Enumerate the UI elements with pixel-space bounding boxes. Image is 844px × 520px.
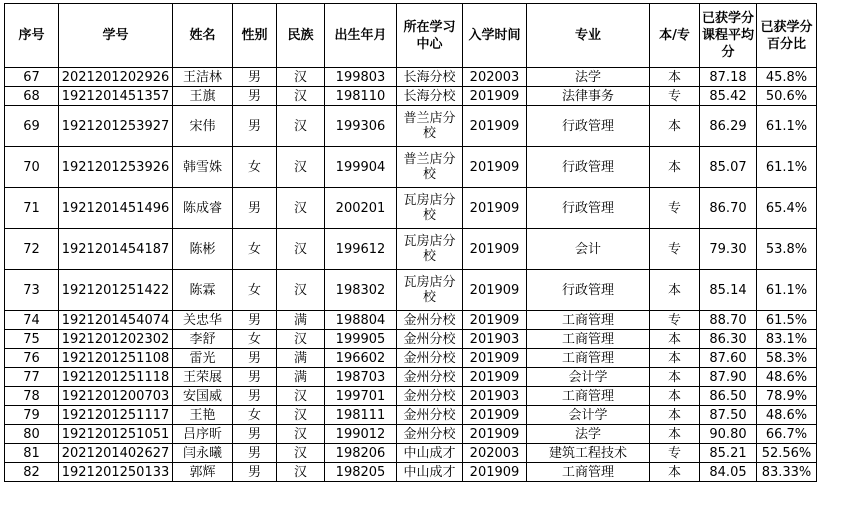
cell-gender: 男: [233, 425, 277, 444]
cell-credit-pct: 61.1%: [757, 147, 817, 188]
cell-gender: 男: [233, 463, 277, 482]
cell-center: 金州分校: [397, 406, 463, 425]
cell-index: 77: [5, 368, 59, 387]
cell-enroll-date: 201909: [463, 311, 527, 330]
cell-level: 本: [650, 270, 700, 311]
cell-center: 金州分校: [397, 368, 463, 387]
cell-major: 工商管理: [527, 387, 650, 406]
header-gender: 性别: [233, 4, 277, 68]
cell-enroll-date: 201909: [463, 270, 527, 311]
cell-level: 专: [650, 188, 700, 229]
cell-center: 金州分校: [397, 349, 463, 368]
cell-enroll-date: 202003: [463, 444, 527, 463]
cell-ethnicity: 汉: [277, 387, 325, 406]
cell-student-id: 1921201253926: [59, 147, 173, 188]
cell-enroll-date: 201909: [463, 147, 527, 188]
cell-center: 普兰店分校: [397, 147, 463, 188]
cell-avg-score: 87.90: [700, 368, 757, 387]
header-center: 所在学习中心: [397, 4, 463, 68]
cell-level: 本: [650, 106, 700, 147]
cell-avg-score: 86.50: [700, 387, 757, 406]
cell-center: 金州分校: [397, 330, 463, 349]
cell-birth: 199905: [325, 330, 397, 349]
cell-credit-pct: 78.9%: [757, 387, 817, 406]
cell-enroll-date: 201909: [463, 425, 527, 444]
cell-credit-pct: 66.7%: [757, 425, 817, 444]
cell-gender: 女: [233, 147, 277, 188]
cell-birth: 198302: [325, 270, 397, 311]
cell-student-id: 1921201251108: [59, 349, 173, 368]
cell-level: 专: [650, 229, 700, 270]
cell-student-id: 1921201454187: [59, 229, 173, 270]
cell-major: 工商管理: [527, 311, 650, 330]
header-index: 序号: [5, 4, 59, 68]
cell-avg-score: 88.70: [700, 311, 757, 330]
cell-student-id: 1921201202302: [59, 330, 173, 349]
cell-gender: 女: [233, 229, 277, 270]
cell-enroll-date: 201909: [463, 463, 527, 482]
cell-credit-pct: 58.3%: [757, 349, 817, 368]
table-row: [5, 68, 817, 87]
cell-ethnicity: 满: [277, 349, 325, 368]
cell-center: 中山成才: [397, 463, 463, 482]
cell-ethnicity: 汉: [277, 147, 325, 188]
cell-center: 瓦房店分校: [397, 188, 463, 229]
cell-name: 王荣展: [173, 368, 233, 387]
cell-ethnicity: 满: [277, 368, 325, 387]
cell-birth: 198205: [325, 463, 397, 482]
cell-name: 王旗: [173, 87, 233, 106]
header-level: 本/专: [650, 4, 700, 68]
cell-student-id: 1921201253927: [59, 106, 173, 147]
cell-enroll-date: 201909: [463, 368, 527, 387]
table-row: [5, 311, 817, 330]
header-credit-pct: 已获学分百分比: [757, 4, 817, 68]
cell-enroll-date: 201909: [463, 229, 527, 270]
header-major: 专业: [527, 4, 650, 68]
cell-level: 本: [650, 349, 700, 368]
cell-ethnicity: 汉: [277, 87, 325, 106]
cell-gender: 女: [233, 330, 277, 349]
cell-avg-score: 84.05: [700, 463, 757, 482]
cell-avg-score: 85.14: [700, 270, 757, 311]
cell-birth: 198206: [325, 444, 397, 463]
cell-gender: 男: [233, 311, 277, 330]
cell-major: 会计: [527, 229, 650, 270]
cell-name: 陈成睿: [173, 188, 233, 229]
cell-level: 本: [650, 368, 700, 387]
cell-major: 法学: [527, 68, 650, 87]
cell-birth: 198804: [325, 311, 397, 330]
student-table-container: [4, 3, 817, 482]
cell-student-id: 1921201200703: [59, 387, 173, 406]
cell-index: 81: [5, 444, 59, 463]
cell-center: 普兰店分校: [397, 106, 463, 147]
cell-major: 行政管理: [527, 270, 650, 311]
cell-center: 瓦房店分校: [397, 229, 463, 270]
cell-major: 会计学: [527, 368, 650, 387]
cell-gender: 男: [233, 188, 277, 229]
cell-index: 67: [5, 68, 59, 87]
cell-avg-score: 87.60: [700, 349, 757, 368]
cell-avg-score: 85.07: [700, 147, 757, 188]
cell-birth: 196602: [325, 349, 397, 368]
cell-index: 71: [5, 188, 59, 229]
cell-enroll-date: 201903: [463, 387, 527, 406]
header-row: [5, 4, 817, 68]
cell-avg-score: 86.30: [700, 330, 757, 349]
cell-birth: 199701: [325, 387, 397, 406]
cell-student-id: 1921201251117: [59, 406, 173, 425]
cell-gender: 男: [233, 368, 277, 387]
cell-name: 王洁林: [173, 68, 233, 87]
cell-index: 69: [5, 106, 59, 147]
cell-student-id: 1921201451357: [59, 87, 173, 106]
cell-ethnicity: 汉: [277, 188, 325, 229]
cell-birth: 199904: [325, 147, 397, 188]
cell-name: 雷光: [173, 349, 233, 368]
cell-level: 本: [650, 68, 700, 87]
cell-enroll-date: 201909: [463, 188, 527, 229]
cell-student-id: 1921201251051: [59, 425, 173, 444]
cell-birth: 198703: [325, 368, 397, 387]
table-row: [5, 106, 817, 147]
cell-avg-score: 90.80: [700, 425, 757, 444]
cell-name: 郭辉: [173, 463, 233, 482]
cell-student-id: 1921201251422: [59, 270, 173, 311]
cell-enroll-date: 202003: [463, 68, 527, 87]
cell-ethnicity: 汉: [277, 425, 325, 444]
cell-gender: 男: [233, 106, 277, 147]
table-row: [5, 463, 817, 482]
cell-credit-pct: 45.8%: [757, 68, 817, 87]
cell-level: 本: [650, 330, 700, 349]
table-row: [5, 444, 817, 463]
cell-ethnicity: 汉: [277, 406, 325, 425]
cell-credit-pct: 48.6%: [757, 406, 817, 425]
cell-level: 专: [650, 87, 700, 106]
cell-index: 82: [5, 463, 59, 482]
cell-credit-pct: 53.8%: [757, 229, 817, 270]
table-row: [5, 368, 817, 387]
cell-credit-pct: 83.33%: [757, 463, 817, 482]
cell-avg-score: 85.42: [700, 87, 757, 106]
cell-ethnicity: 满: [277, 311, 325, 330]
cell-ethnicity: 汉: [277, 270, 325, 311]
cell-gender: 男: [233, 444, 277, 463]
table-body: [5, 68, 817, 482]
cell-enroll-date: 201903: [463, 330, 527, 349]
cell-major: 行政管理: [527, 147, 650, 188]
cell-enroll-date: 201909: [463, 87, 527, 106]
cell-ethnicity: 汉: [277, 68, 325, 87]
header-enroll-date: 入学时间: [463, 4, 527, 68]
cell-level: 本: [650, 147, 700, 188]
cell-name: 李舒: [173, 330, 233, 349]
cell-birth: 198110: [325, 87, 397, 106]
cell-name: 陈彬: [173, 229, 233, 270]
cell-student-id: 1921201251118: [59, 368, 173, 387]
cell-index: 73: [5, 270, 59, 311]
table-row: [5, 270, 817, 311]
cell-name: 陈霖: [173, 270, 233, 311]
table-row: [5, 349, 817, 368]
cell-level: 专: [650, 444, 700, 463]
cell-student-id: 1921201250133: [59, 463, 173, 482]
table-row: [5, 425, 817, 444]
cell-level: 本: [650, 406, 700, 425]
cell-credit-pct: 61.1%: [757, 270, 817, 311]
cell-center: 长海分校: [397, 68, 463, 87]
cell-avg-score: 86.29: [700, 106, 757, 147]
cell-major: 法律事务: [527, 87, 650, 106]
cell-credit-pct: 52.56%: [757, 444, 817, 463]
cell-gender: 男: [233, 68, 277, 87]
cell-level: 专: [650, 311, 700, 330]
cell-index: 78: [5, 387, 59, 406]
header-student-id: 学号: [59, 4, 173, 68]
table-row: [5, 229, 817, 270]
cell-gender: 男: [233, 387, 277, 406]
cell-credit-pct: 50.6%: [757, 87, 817, 106]
cell-credit-pct: 61.5%: [757, 311, 817, 330]
cell-gender: 女: [233, 270, 277, 311]
cell-level: 本: [650, 387, 700, 406]
cell-index: 74: [5, 311, 59, 330]
cell-credit-pct: 48.6%: [757, 368, 817, 387]
cell-birth: 198111: [325, 406, 397, 425]
student-table: [4, 3, 817, 482]
cell-student-id: 2021201202926: [59, 68, 173, 87]
cell-birth: 199306: [325, 106, 397, 147]
cell-gender: 男: [233, 349, 277, 368]
cell-gender: 男: [233, 87, 277, 106]
cell-name: 韩雪姝: [173, 147, 233, 188]
table-row: [5, 87, 817, 106]
cell-avg-score: 87.18: [700, 68, 757, 87]
cell-center: 金州分校: [397, 311, 463, 330]
table-row: [5, 387, 817, 406]
table-row: [5, 330, 817, 349]
cell-name: 宋伟: [173, 106, 233, 147]
cell-ethnicity: 汉: [277, 330, 325, 349]
cell-enroll-date: 201909: [463, 106, 527, 147]
cell-gender: 女: [233, 406, 277, 425]
cell-avg-score: 87.50: [700, 406, 757, 425]
cell-credit-pct: 61.1%: [757, 106, 817, 147]
cell-index: 80: [5, 425, 59, 444]
cell-center: 金州分校: [397, 387, 463, 406]
cell-level: 本: [650, 425, 700, 444]
cell-enroll-date: 201909: [463, 349, 527, 368]
cell-center: 瓦房店分校: [397, 270, 463, 311]
cell-ethnicity: 汉: [277, 106, 325, 147]
cell-name: 王艳: [173, 406, 233, 425]
cell-level: 本: [650, 463, 700, 482]
table-row: [5, 406, 817, 425]
cell-major: 工商管理: [527, 349, 650, 368]
cell-major: 建筑工程技术: [527, 444, 650, 463]
cell-index: 72: [5, 229, 59, 270]
header-ethnicity: 民族: [277, 4, 325, 68]
cell-name: 关忠华: [173, 311, 233, 330]
cell-avg-score: 86.70: [700, 188, 757, 229]
cell-birth: 199612: [325, 229, 397, 270]
cell-avg-score: 79.30: [700, 229, 757, 270]
cell-birth: 199803: [325, 68, 397, 87]
cell-ethnicity: 汉: [277, 229, 325, 270]
cell-index: 76: [5, 349, 59, 368]
cell-student-id: 2021201402627: [59, 444, 173, 463]
cell-avg-score: 85.21: [700, 444, 757, 463]
table-row: [5, 188, 817, 229]
cell-ethnicity: 汉: [277, 444, 325, 463]
table-row: [5, 147, 817, 188]
cell-center: 长海分校: [397, 87, 463, 106]
cell-major: 行政管理: [527, 106, 650, 147]
cell-birth: 200201: [325, 188, 397, 229]
header-name: 姓名: [173, 4, 233, 68]
cell-credit-pct: 83.1%: [757, 330, 817, 349]
cell-index: 79: [5, 406, 59, 425]
cell-center: 金州分校: [397, 425, 463, 444]
cell-student-id: 1921201454074: [59, 311, 173, 330]
cell-birth: 199012: [325, 425, 397, 444]
cell-student-id: 1921201451496: [59, 188, 173, 229]
cell-index: 68: [5, 87, 59, 106]
cell-major: 法学: [527, 425, 650, 444]
cell-enroll-date: 201909: [463, 406, 527, 425]
cell-center: 中山成才: [397, 444, 463, 463]
cell-major: 会计学: [527, 406, 650, 425]
cell-major: 工商管理: [527, 463, 650, 482]
cell-index: 70: [5, 147, 59, 188]
cell-credit-pct: 65.4%: [757, 188, 817, 229]
cell-major: 工商管理: [527, 330, 650, 349]
cell-index: 75: [5, 330, 59, 349]
cell-name: 闫永曦: [173, 444, 233, 463]
header-avg-score: 已获学分课程平均分: [700, 4, 757, 68]
cell-major: 行政管理: [527, 188, 650, 229]
cell-name: 吕序昕: [173, 425, 233, 444]
header-birth: 出生年月: [325, 4, 397, 68]
cell-ethnicity: 汉: [277, 463, 325, 482]
cell-name: 安国威: [173, 387, 233, 406]
